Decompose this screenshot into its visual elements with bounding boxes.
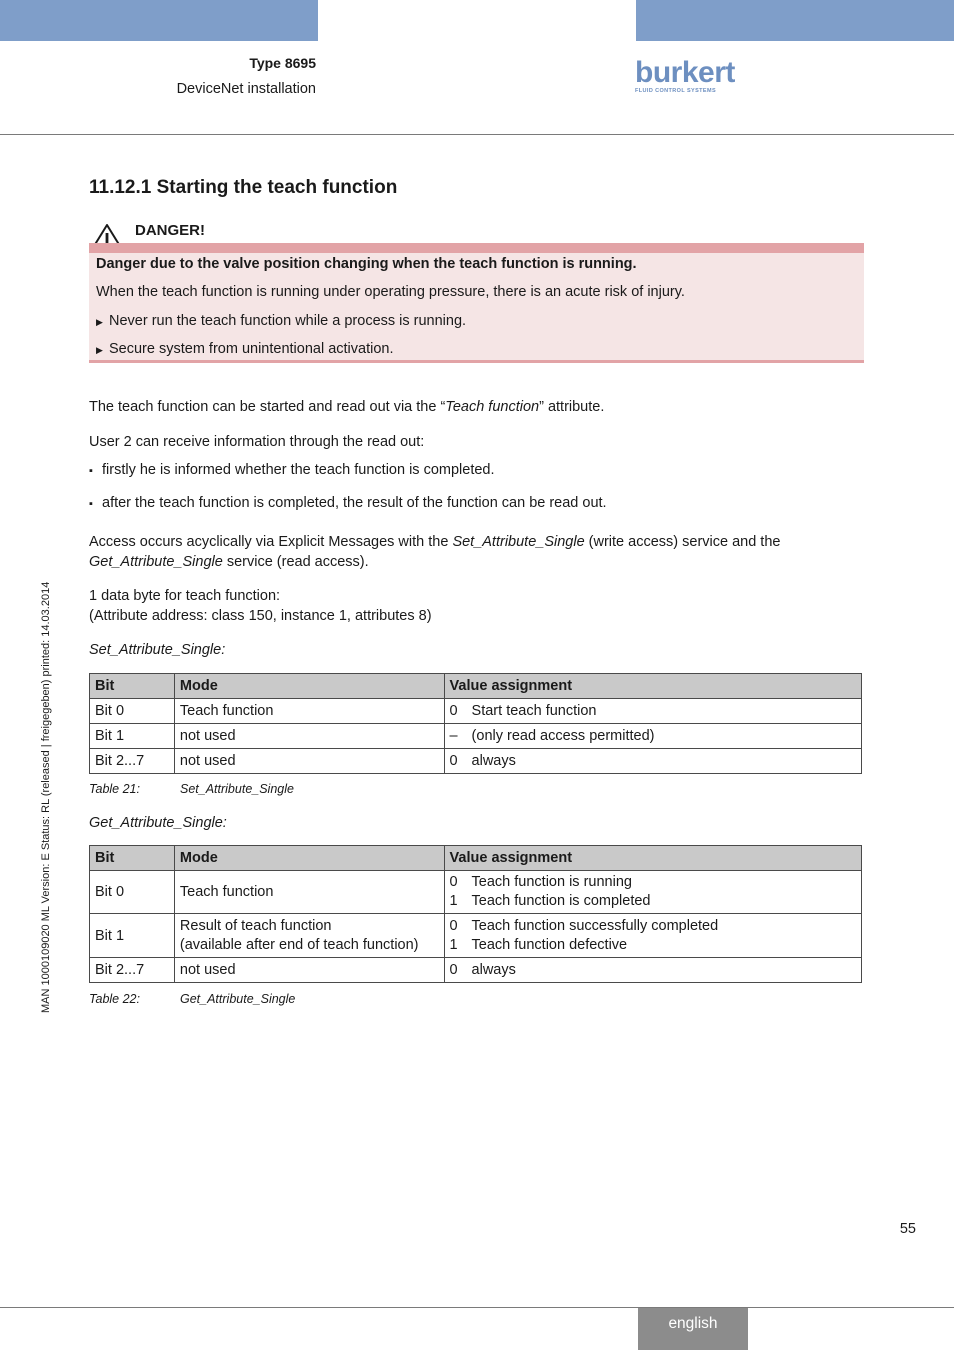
cell-bit: Bit 1 xyxy=(90,914,175,958)
get-table-label: Get_Attribute_Single: xyxy=(89,815,227,831)
text-run: The teach function can be started and read out via the “ xyxy=(89,399,446,415)
danger-label: DANGER! xyxy=(135,222,205,239)
text-run: service (read access). xyxy=(222,554,369,570)
value-text: Teach function is running xyxy=(471,874,632,890)
table-caption xyxy=(89,782,294,796)
paragraph-data-byte: 1 data byte for teach function: xyxy=(89,588,281,604)
table-row xyxy=(90,724,862,749)
value-text: Teach function is completed xyxy=(471,893,651,909)
cell-bit: Bit 0 xyxy=(90,871,175,914)
table-row xyxy=(90,958,862,983)
list-item xyxy=(89,462,495,478)
table-header-row xyxy=(90,674,862,699)
table-caption xyxy=(89,992,296,1006)
header-band-right xyxy=(636,0,954,41)
value-text: Teach function defective xyxy=(471,936,628,953)
paragraph-user2: User 2 can receive information through the read out: xyxy=(89,434,425,450)
paragraph-attribute-address: (Attribute address: class 150, instance 1, attributes 8) xyxy=(89,608,432,624)
text-emphasis: Get_Attribute_Single xyxy=(89,554,223,570)
value-text: (only read access permitted) xyxy=(471,727,655,744)
caption-number: Table 22: xyxy=(89,992,140,1006)
cell-value xyxy=(444,871,861,914)
paragraph-access-line1 xyxy=(89,534,780,550)
section-title: 11.12.1 Starting the teach function xyxy=(89,177,398,198)
danger-item xyxy=(96,341,394,357)
text-emphasis: Set_Attribute_Single xyxy=(452,534,585,550)
mode-line: Teach function xyxy=(179,883,274,900)
danger-item xyxy=(96,313,466,329)
danger-heading: Danger due to the valve position changing when the teach function is running. xyxy=(96,256,637,272)
triangle-bullet-icon: ▶ xyxy=(96,345,103,355)
mode-line: (available after end of teach function) xyxy=(179,936,419,953)
cell-bit: Bit 2...7 xyxy=(90,749,175,774)
cell-value xyxy=(444,958,861,983)
logo-tagline: FLUID CONTROL SYSTEMS xyxy=(635,88,717,94)
language-tab: english xyxy=(638,1308,748,1350)
value-text: always xyxy=(471,961,516,978)
cell-mode xyxy=(174,871,444,914)
cell-value xyxy=(444,914,861,958)
value-code: – xyxy=(449,727,458,744)
cell-mode: Teach function xyxy=(174,699,444,724)
value-code: 1 xyxy=(449,936,458,953)
text-run: Access occurs acyclically via Explicit Messages with the xyxy=(89,534,453,550)
header-band-left xyxy=(0,0,318,41)
document-subtitle: DeviceNet installation xyxy=(176,81,316,97)
cell-value xyxy=(444,724,861,749)
list-item-text: firstly he is informed whether the teach function is completed. xyxy=(102,462,495,478)
burkert-logo xyxy=(635,58,735,94)
table-header-row xyxy=(90,846,862,871)
get-attribute-table xyxy=(89,845,862,983)
column-header-bit: Bit xyxy=(90,846,175,871)
text-emphasis: Teach function xyxy=(445,399,540,415)
cell-mode: not used xyxy=(174,724,444,749)
document-type: Type 8695 xyxy=(249,55,316,71)
cell-mode xyxy=(174,914,444,958)
header-divider xyxy=(0,134,954,135)
value-text: Start teach function xyxy=(471,702,597,719)
cell-bit: Bit 2...7 xyxy=(90,958,175,983)
value-text: Teach function successfully completed xyxy=(471,917,719,934)
danger-item-text: Secure system from unintentional activation. xyxy=(109,341,394,357)
column-header-bit: Bit xyxy=(90,674,175,699)
value-code: 0 xyxy=(449,752,458,769)
set-table-label: Set_Attribute_Single: xyxy=(89,642,226,658)
document-status-sidebar: MAN 1000109020 ML Version: E Status: RL (released | freigegeben) printed: 14.03.2014 xyxy=(40,581,52,1013)
column-header-value: Value assignment xyxy=(444,674,861,699)
page-number: 55 xyxy=(899,1221,916,1237)
value-text: always xyxy=(471,752,516,769)
paragraph-access-line2 xyxy=(89,554,369,570)
caption-text: Set_Attribute_Single xyxy=(180,782,294,796)
cell-mode xyxy=(174,958,444,983)
value-code: 0 xyxy=(449,917,458,934)
column-header-value: Value assignment xyxy=(444,846,861,871)
caption-number: Table 21: xyxy=(89,782,140,796)
square-bullet-icon: ▪ xyxy=(89,498,93,510)
value-code: 1 xyxy=(449,893,458,909)
caption-text: Get_Attribute_Single xyxy=(180,992,296,1006)
column-header-mode: Mode xyxy=(174,674,444,699)
column-header-mode: Mode xyxy=(174,846,444,871)
logo-wordmark: burkert xyxy=(635,56,735,89)
text-run: ” attribute. xyxy=(539,399,605,415)
table-row xyxy=(90,699,862,724)
list-item xyxy=(89,495,607,511)
mode-line: Result of teach function xyxy=(179,917,332,934)
table-row xyxy=(90,749,862,774)
square-bullet-icon: ▪ xyxy=(89,465,93,477)
cell-value xyxy=(444,749,861,774)
footer-divider xyxy=(0,1307,954,1308)
value-code: 0 xyxy=(449,702,458,719)
cell-bit: Bit 1 xyxy=(90,724,175,749)
cell-mode: not used xyxy=(174,749,444,774)
triangle-bullet-icon: ▶ xyxy=(96,317,103,327)
table-row xyxy=(90,914,862,958)
danger-text: When the teach function is running under operating pressure, there is an acute risk of injury. xyxy=(96,284,685,300)
danger-item-text: Never run the teach function while a process is running. xyxy=(109,313,467,329)
cell-value xyxy=(444,699,861,724)
danger-header-bar xyxy=(89,243,864,253)
value-code: 0 xyxy=(449,961,458,978)
paragraph-teach-attribute xyxy=(89,399,604,415)
danger-box xyxy=(89,253,864,363)
text-run: (write access) service and the xyxy=(584,534,781,550)
table-row xyxy=(90,871,862,914)
value-code: 0 xyxy=(449,874,458,890)
mode-line: not used xyxy=(179,961,236,978)
cell-bit: Bit 0 xyxy=(90,699,175,724)
set-attribute-table xyxy=(89,673,862,774)
list-item-text: after the teach function is completed, the result of the function can be read out. xyxy=(102,495,607,511)
